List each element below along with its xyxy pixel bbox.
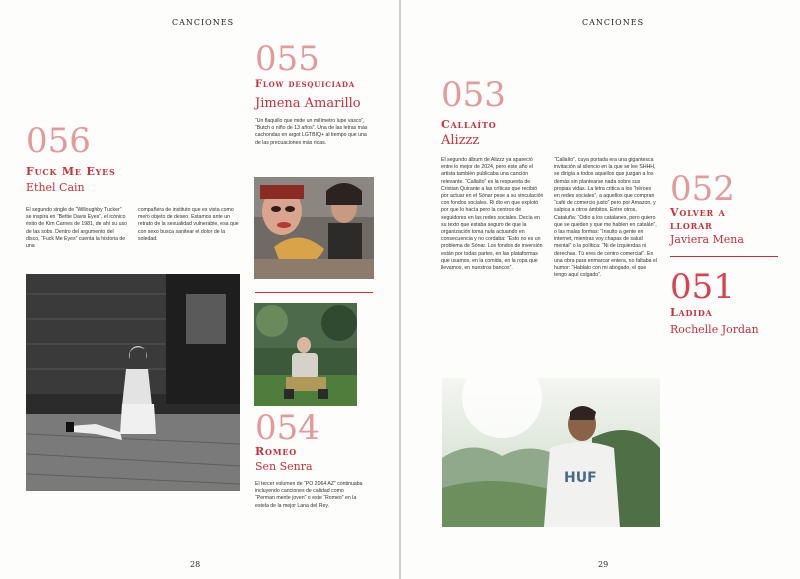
song-title-056: Fuck Me Eyes: [26, 165, 116, 178]
color-photo-icon: [442, 378, 660, 527]
color-photo-icon: [254, 177, 374, 279]
page-header-right: CANCIONES: [582, 18, 645, 27]
page-number-right: 29: [598, 560, 609, 569]
song-number-053: 053: [441, 75, 506, 115]
song-text-054: El tercer volumen de “PO 2064 AZ” continuaba incluyendo canciones de calidad como “Perman mente joven” o este “Romeo” en la estela de la mejor Lana del Rey.: [255, 481, 363, 509]
song-title-055: Flow desquiciada: [255, 79, 355, 90]
song-number-054: 054: [255, 408, 320, 448]
song-text-056-col1: El segundo single de “Willoughby Tucker” se inspira en “Bettie Davis Eyes”, el icónico éxito de Kim Carnes de 1981, de ahí su uso de las sobs. Dentro del argumento del disco, “Fuck Me Eyes” cuenta la historia de una: [26, 207, 127, 250]
song-number-056: 056: [26, 121, 91, 161]
photo-sen-senra: [254, 303, 357, 406]
song-number-051: 051: [670, 267, 735, 307]
song-title-052: Volver a llorar: [670, 206, 726, 233]
photo-ethel-cain: [26, 274, 240, 491]
song-artist-054: Sen Senra: [255, 460, 313, 473]
page-header-left: CANCIONES: [172, 18, 235, 27]
song-number-055: 055: [255, 39, 320, 79]
section-divider: [255, 292, 373, 293]
section-divider: [670, 256, 778, 257]
song-artist-055: Jimena Amarillo: [255, 96, 361, 111]
song-text-053-col2: “Callaíto”, cuya portada era una gigantesca invitación al silencio en la que se lee SHHH, se dirigía a todos aquellos que juzgan a los demás sin plantearse nada sobre sus propias vidas. La letra critica a los “héroes en redes sociales”, a aquellos que compran “café de comercio justo” pero por Amazon, y salpica a otros ámbitos. Entre otros, Cataluña: “Odio a los catalanes, pero quiero que se queden y que me hablen en catalán”, o las malas formas: “Insulto a gente en internet, mientras voy chapas de salud mental” o la política: “Ni de izquierdas ni derechas. Tú eres de centro comercial”. En una obra para enmarcar entera, no faltaba el humor: “Hablalo con mi abogado, el que tengo aquí colgado”.: [554, 157, 657, 279]
song-title-053: Callaíto: [441, 118, 497, 131]
song-artist-052: Javiera Mena: [670, 233, 744, 246]
page-number-left: 28: [190, 560, 201, 569]
song-artist-056: Ethel Cain: [26, 181, 85, 194]
color-photo-icon: [254, 303, 357, 406]
song-text-055: “Un flaquillo que mide un milímetro lupe vasco”, “Butch o niño de 13 años”. Una de las letras más cachondas en argot LGTBIQ+ al tiempo que una de las precuaciones más ricas.: [255, 118, 368, 146]
photo-alizzz: [442, 378, 660, 527]
song-title-054: Romeo: [255, 445, 298, 458]
left-page: [0, 0, 399, 579]
song-artist-053: Alizzz: [441, 133, 480, 148]
song-text-053-col1: El segundo álbum de Alizzz ya apareció entre lo mejor de 2024, pero este año el artista también publicaba una canción relevante. “Callaíto” es la respuesta de Cristian Quirante a las críticas que recibió por actuar en el Sónar pese a su vinculación con fondos sociales. Ri dio en que explotó por que lo hacía pero la centros de seguidores en las redes sociales. Decía en su texto que estaba seguro de que la organización toma nula actuando en consecuencia y no cordaba: “Esto no es un problema de Sónar. Los fondos de inversión están por todas partes, en las plataformas que usamos, en la comida, en la ropa que llevamos, en nuestros bancos”.: [441, 157, 544, 272]
song-title-051: Ladida: [670, 306, 713, 319]
right-page: [401, 0, 800, 579]
bw-photo-icon: [26, 274, 240, 491]
song-number-052: 052: [670, 169, 735, 209]
song-text-056-col2: compañera de instituto que es vista como mero objeto de deseo. Estamos ante un retrato de la sexualidad vulnerable, esa que con sexo busca sanitear el dolor de la soledad.: [138, 207, 239, 242]
song-artist-051: Rochelle Jordan: [670, 323, 759, 336]
svg-text:HUF: HUF: [564, 470, 597, 486]
photo-jimena-amarillo: [254, 177, 374, 279]
